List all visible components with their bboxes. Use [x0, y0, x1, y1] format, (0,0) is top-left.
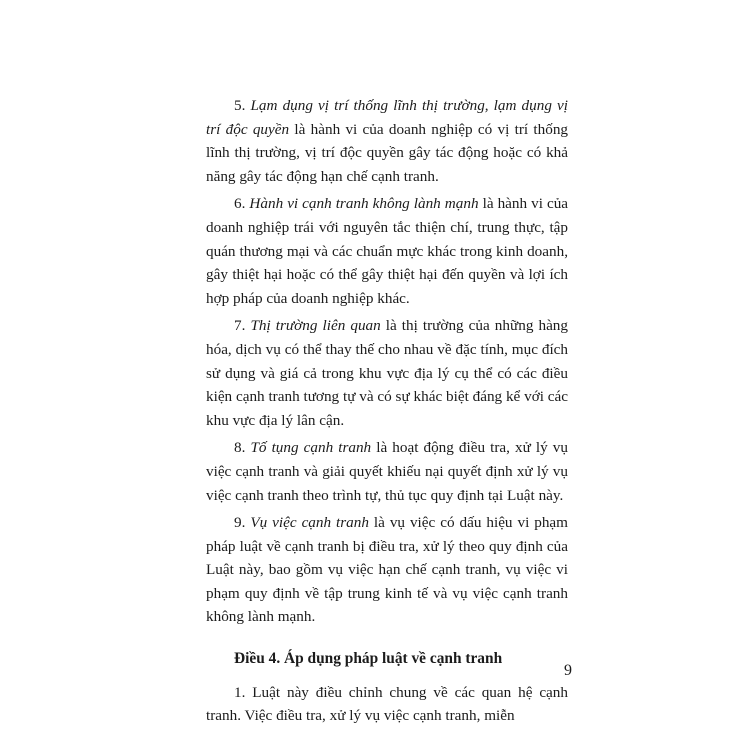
defined-term: Lạm dụng vị trí thống lĩnh thị trường, lạm dụng vị trí độc quyền	[206, 97, 568, 138]
item-number: 9.	[234, 514, 246, 532]
defined-term: Thị trường liên quan	[250, 317, 381, 335]
definition-paragraph-5	[206, 94, 568, 188]
definition-paragraph-8	[206, 436, 568, 507]
definition-paragraph-6	[206, 192, 568, 310]
item-number: 8.	[234, 439, 246, 457]
definition-text: là hành vi của doanh nghiệp trái với nguyên tắc thiện chí, trung thực, tập quán thương mại và các chuẩn mực khác trong kinh doanh, gây thiệt hại hoặc có thể gây thiệt hại đến quyền và lợi ích hợp pháp của doanh nghiệp khác.	[206, 195, 569, 307]
definition-paragraph-7	[206, 314, 568, 432]
definition-text: là thị trường của những hàng hóa, dịch vụ có thể thay thế cho nhau về đặc tính, mục đích sử dụng và giá cả trong khu vực địa lý cụ thể có các điều kiện cạnh tranh tương tự và có sự khác biệt đáng kể với các khu vực địa lý lân cận.	[206, 317, 568, 429]
defined-term: Tố tụng cạnh tranh	[250, 439, 372, 457]
defined-term: Hành vi cạnh tranh không lành mạnh	[249, 195, 479, 213]
page-text	[206, 94, 568, 732]
definition-text: là hoạt động điều tra, xử lý vụ việc cạnh tranh và giải quyết khiếu nại quyết định xử lý vụ việc cạnh tranh theo trình tự, thủ tục quy định tại Luật này.	[206, 439, 568, 504]
item-number: 5.	[234, 97, 246, 114]
defined-term: Vụ việc cạnh tranh	[250, 514, 369, 532]
definition-text: là hành vi của doanh nghiệp có vị trí thống lĩnh thị trường, vị trí độc quyền gây tác động hoặc có khả năng gây tác động hạn chế cạnh tranh.	[206, 120, 569, 185]
article-paragraph-1: 1. Luật này điều chỉnh chung về các quan hệ cạnh tranh. Việc điều tra, xử lý vụ việc cạnh tranh, miễn	[206, 683, 568, 725]
page-number: 9	[564, 662, 572, 679]
item-number: 7.	[234, 317, 246, 335]
definition-text: là vụ việc có dấu hiệu vi phạm pháp luật về cạnh tranh bị điều tra, xử lý theo quy định của Luật này, bao gồm vụ việc hạn chế cạnh tranh, vụ việc vi phạm quy định về tập trung kinh tế và vụ việc cạnh tranh không lành mạnh.	[206, 514, 568, 626]
definition-paragraph-9	[206, 511, 568, 629]
item-number: 6.	[234, 195, 246, 213]
article-heading: Điều 4. Áp dụng pháp luật về cạnh tranh	[234, 650, 503, 668]
